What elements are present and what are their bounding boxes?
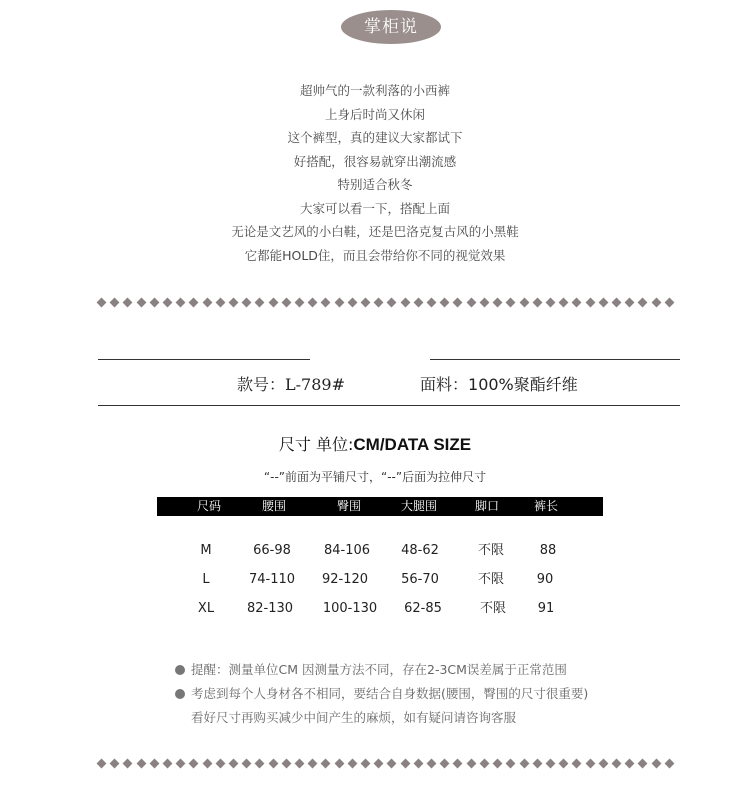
diamond-icon [149, 297, 159, 307]
diamond-icon [295, 758, 305, 768]
measurement-note: “--”前面为平铺尺寸，“--”后面为拉伸尺寸 [263, 470, 487, 484]
description-line: 它都能HOLD住，而且会带给你不同的视觉效果 [244, 247, 506, 263]
diamond-icon [453, 758, 463, 768]
table-cell: 不限 [477, 543, 504, 558]
diamond-divider-top [98, 296, 673, 308]
diamond-icon [321, 758, 331, 768]
diamond-icon [651, 758, 661, 768]
description-line: 上身后时尚又休闲 [324, 106, 425, 122]
divider-line-left [98, 359, 310, 360]
diamond-icon [97, 758, 107, 768]
table-row [0, 541, 750, 561]
fabric-value: 100%聚酯纤维 [468, 375, 578, 394]
diamond-icon [598, 297, 608, 307]
description-line: 特别适合秋冬 [337, 177, 413, 192]
table-cell: 91 [537, 601, 555, 616]
diamond-icon [374, 758, 384, 768]
table-cell: 100-130 [322, 601, 378, 616]
diamond-icon [308, 758, 318, 768]
diamond-icon [400, 297, 410, 307]
diamond-icon [506, 297, 516, 307]
diamond-icon [651, 297, 661, 307]
diamond-icon [519, 297, 529, 307]
fabric [420, 372, 578, 395]
diamond-icon [347, 758, 357, 768]
reminder-line [191, 707, 516, 729]
table-cell: 82-130 [246, 601, 294, 616]
diamond-icon [281, 758, 291, 768]
table-cell: 84-106 [323, 543, 371, 558]
diamond-icon [387, 758, 397, 768]
diamond-icon [229, 758, 239, 768]
diamond-icon [215, 297, 225, 307]
diamond-icon [334, 758, 344, 768]
table-cell: 92-120 [321, 572, 369, 587]
diamond-icon [519, 758, 529, 768]
diamond-icon [585, 758, 595, 768]
diamond-icon [625, 297, 635, 307]
diamond-icon [361, 758, 371, 768]
table-cell: 62-85 [404, 601, 442, 616]
diamond-icon [545, 758, 555, 768]
diamond-icon [334, 297, 344, 307]
diamond-icon [532, 758, 542, 768]
diamond-icon [202, 758, 212, 768]
diamond-icon [387, 297, 397, 307]
header-hip: 臀围 [336, 499, 361, 513]
diamond-icon [598, 758, 608, 768]
diamond-icon [255, 758, 265, 768]
diamond-icon [123, 297, 133, 307]
diamond-icon [413, 297, 423, 307]
diamond-icon [625, 758, 635, 768]
description-line: 这个裤型，真的建议大家都试下 [287, 130, 463, 145]
diamond-icon [453, 297, 463, 307]
diamond-icon [110, 297, 120, 307]
diamond-icon [440, 297, 450, 307]
diamond-icon [242, 758, 252, 768]
diamond-icon [308, 297, 318, 307]
header-length: 裤长 [533, 499, 558, 513]
reminder-line [175, 659, 567, 681]
table-cell: 不限 [477, 572, 504, 587]
size-table-header [157, 497, 603, 516]
diamond-icon [506, 758, 516, 768]
diamond-icon [176, 297, 186, 307]
header-thigh: 大腿围 [400, 499, 437, 513]
diamond-icon [413, 758, 423, 768]
diamond-icon [229, 297, 239, 307]
diamond-icon [149, 758, 159, 768]
description-line: 无论是文艺风的小白鞋，还是巴洛克复古风的小黑鞋 [231, 224, 519, 239]
table-row [0, 599, 750, 619]
diamond-icon [295, 297, 305, 307]
diamond-icon [545, 297, 555, 307]
description-line: 超帅气的一款利落的小西裤 [299, 83, 450, 98]
diamond-icon [281, 297, 291, 307]
diamond-icon [466, 297, 476, 307]
diamond-icon [493, 758, 503, 768]
fabric-label: 面料： [420, 375, 469, 394]
table-cell: 48-62 [401, 543, 439, 558]
table-cell: M [200, 543, 212, 558]
diamond-icon [255, 297, 265, 307]
table-cell: 56-70 [401, 572, 439, 587]
diamond-icon [493, 297, 503, 307]
diamond-icon [427, 758, 437, 768]
diamond-icon [215, 758, 225, 768]
diamond-icon [559, 758, 569, 768]
diamond-divider-bottom [98, 757, 673, 769]
table-cell: 不限 [479, 601, 506, 616]
header-leg-opening: 脚口 [474, 499, 499, 513]
header-waist: 腰围 [261, 499, 286, 513]
reminder-text: 提醒：测量单位CM 因测量方法不同，存在2-3CM误差属于正常范围 [191, 662, 567, 677]
diamond-icon [176, 758, 186, 768]
diamond-icon [361, 297, 371, 307]
divider-line-full [98, 405, 680, 406]
reminder-text: 看好尺寸再购买减少中间产生的麻烦，如有疑问请咨询客服 [191, 710, 517, 725]
diamond-icon [466, 758, 476, 768]
diamond-icon [611, 758, 621, 768]
style-number [237, 372, 345, 395]
diamond-icon [559, 297, 569, 307]
table-cell: XL [197, 601, 215, 616]
size-title [0, 432, 750, 455]
diamond-icon [479, 758, 489, 768]
diamond-icon [189, 758, 199, 768]
diamond-icon [572, 297, 582, 307]
diamond-icon [427, 297, 437, 307]
size-title-prefix: 尺寸 单位: [278, 435, 354, 454]
bullet-dot-icon [175, 665, 185, 675]
diamond-icon [136, 297, 146, 307]
diamond-icon [123, 758, 133, 768]
diamond-icon [321, 297, 331, 307]
diamond-icon [638, 297, 648, 307]
table-row [0, 570, 750, 590]
diamond-icon [268, 758, 278, 768]
style-number-label: 款号： [237, 375, 286, 394]
diamond-icon [163, 758, 173, 768]
table-cell: L [202, 572, 210, 587]
description-line: 好搭配，很容易就穿出潮流感 [293, 153, 457, 169]
divider-line-right [430, 359, 680, 360]
style-number-value: L-789# [285, 375, 345, 394]
diamond-icon [110, 758, 120, 768]
diamond-icon [585, 297, 595, 307]
diamond-icon [268, 297, 278, 307]
diamond-icon [97, 297, 107, 307]
diamond-icon [242, 297, 252, 307]
diamond-icon [202, 297, 212, 307]
table-cell: 66-98 [253, 543, 291, 558]
diamond-icon [532, 297, 542, 307]
header-size: 尺码 [196, 499, 221, 513]
diamond-icon [664, 297, 674, 307]
bullet-dot-icon [175, 689, 185, 699]
diamond-icon [136, 758, 146, 768]
description-line: 大家可以看一下，搭配上面 [299, 200, 450, 216]
diamond-icon [374, 297, 384, 307]
diamond-icon [638, 758, 648, 768]
shopkeeper-says-badge: 掌柜说 [341, 10, 441, 44]
diamond-icon [611, 297, 621, 307]
diamond-icon [163, 297, 173, 307]
diamond-icon [664, 758, 674, 768]
product-description [0, 79, 750, 267]
diamond-icon [479, 297, 489, 307]
table-cell: 74-110 [248, 572, 296, 587]
table-cell: 90 [536, 572, 554, 587]
reminder-line [175, 683, 588, 705]
diamond-icon [440, 758, 450, 768]
table-cell: 88 [539, 543, 557, 558]
reminder-text: 考虑到每个人身材各不相同，要结合自身数据(腰围，臀围的尺寸很重要) [191, 686, 589, 701]
size-title-unit: CM/DATA SIZE [353, 435, 472, 454]
diamond-icon [347, 297, 357, 307]
diamond-icon [400, 758, 410, 768]
diamond-icon [572, 758, 582, 768]
diamond-icon [189, 297, 199, 307]
